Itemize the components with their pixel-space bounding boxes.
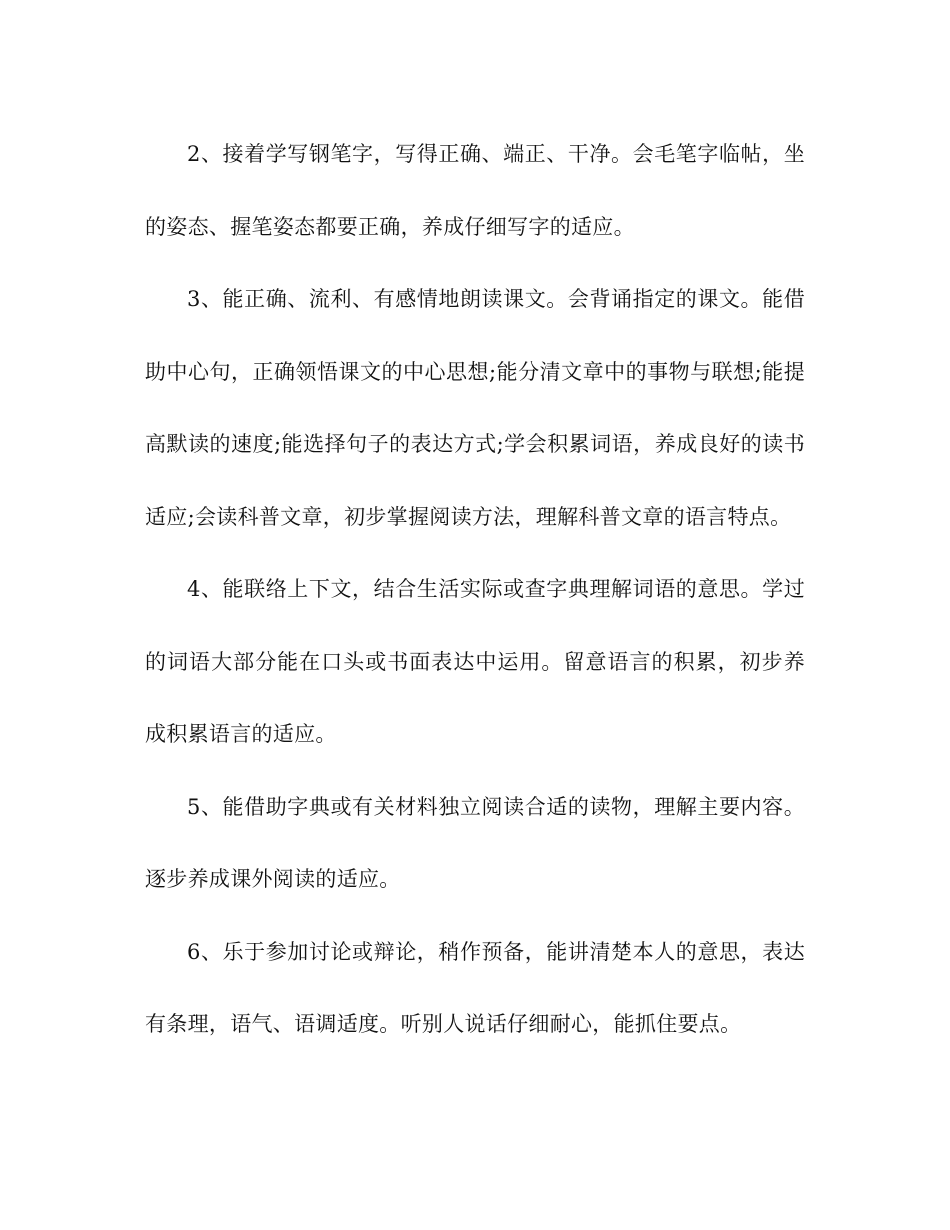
paragraph-item-3: 3、能正确、流利、有感情地朗读课文。会背诵指定的课文。能借助中心句，正确领悟课文的中心思想;能分清文章中的事物与联想;能提高默读的速度;能选择句子的表达方式;学会积累词语，养成良好的读书适应;会读科普文章，初步掌握阅读方法，理解科普文章的语言特点。 [145,287,805,529]
paragraph-item-2: 2、接着学写钢笔字，写得正确、端正、干净。会毛笔字临帖，坐的姿态、握笔姿态都要正确，养成仔细写字的适应。 [145,142,805,239]
paragraph-item-6: 6、乐于参加讨论或辩论，稍作预备，能讲清楚本人的意思，表达有条理，语气、语调适度。听别人说话仔细耐心，能抓住要点。 [145,939,805,1036]
document-body [145,118,805,1061]
paragraph-item-4: 4、能联络上下文，结合生活实际或查字典理解词语的意思。学过的词语大部分能在口头或书面表达中运用。留意语言的积累，初步养成积累语言的适应。 [145,577,805,746]
paragraph-item-5: 5、能借助字典或有关材料独立阅读合适的读物，理解主要内容。逐步养成课外阅读的适应。 [145,794,805,891]
